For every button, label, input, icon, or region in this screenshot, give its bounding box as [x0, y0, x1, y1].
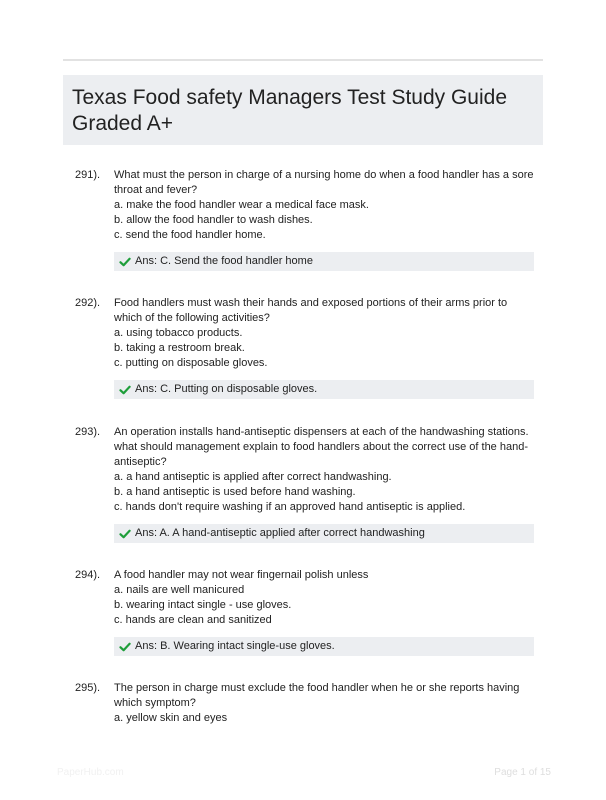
title-banner: [63, 75, 543, 145]
question-stem: Food handlers must wash their hands and exposed portions of their arms prior to which of the following activities?: [114, 297, 508, 324]
answer-box: [114, 524, 534, 543]
option-c: c. send the food handler home.: [114, 229, 266, 241]
answer-text: Ans: C. Putting on disposable gloves.: [135, 383, 318, 395]
option-b: b. wearing intact single - use gloves.: [114, 599, 292, 611]
question-text: [114, 568, 534, 628]
question-stem: An operation installs hand-antiseptic dispensers at each of the handwashing stations. what should management explain to food handlers about the correct use of the hand-antiseptic?: [114, 426, 529, 468]
option-c: c. hands don't require washing if an approved hand antiseptic is applied.: [114, 501, 466, 513]
option-b: b. allow the food handler to wash dishes.: [114, 214, 313, 226]
check-icon: [119, 641, 131, 653]
question-item: [75, 681, 540, 726]
option-c: c. putting on disposable gloves.: [114, 357, 268, 369]
answer-text: Ans: A. A hand-antiseptic applied after correct handwashing: [135, 527, 425, 539]
footer-site-watermark: PaperHub.com: [57, 767, 124, 778]
option-b: b. taking a restroom break.: [114, 342, 245, 354]
answer-box: [114, 637, 534, 656]
check-icon: [119, 384, 131, 396]
option-a: a. a hand antiseptic is applied after correct handwashing.: [114, 471, 392, 483]
check-icon: [119, 256, 131, 268]
question-stem: A food handler may not wear fingernail polish unless: [114, 569, 369, 581]
question-text: [114, 681, 534, 726]
page-number: Page 1 of 15: [494, 767, 551, 778]
question-stem: The person in charge must exclude the food handler when he or she reports having which symptom?: [114, 682, 520, 709]
question-number: 292).: [75, 297, 101, 309]
option-a: a. yellow skin and eyes: [114, 712, 228, 724]
top-divider: [63, 59, 543, 61]
question-stem: What must the person in charge of a nursing home do when a food handler has a sore throat and fever?: [114, 169, 534, 196]
question-text: [114, 425, 534, 515]
question-number: 293).: [75, 426, 101, 438]
question-text: [114, 296, 534, 371]
question-number: 291).: [75, 169, 101, 181]
option-b: b. a hand antiseptic is used before hand washing.: [114, 486, 356, 498]
option-a: a. using tobacco products.: [114, 327, 243, 339]
question-item: [75, 296, 540, 399]
question-text: [114, 168, 534, 243]
question-item: [75, 425, 540, 543]
question-item: [75, 568, 540, 656]
option-c: c. hands are clean and sanitized: [114, 614, 272, 626]
answer-box: [114, 252, 534, 271]
option-a: a. nails are well manicured: [114, 584, 245, 596]
check-icon: [119, 528, 131, 540]
answer-text: Ans: B. Wearing intact single-use gloves.: [135, 640, 335, 652]
question-item: [75, 168, 540, 271]
answer-text: Ans: C. Send the food handler home: [135, 255, 313, 267]
document-title: Texas Food safety Managers Test Study Guide Graded A+: [72, 86, 508, 135]
question-number: 294).: [75, 569, 101, 581]
question-number: 295).: [75, 682, 101, 694]
option-a: a. make the food handler wear a medical face mask.: [114, 199, 369, 211]
answer-box: [114, 380, 534, 399]
